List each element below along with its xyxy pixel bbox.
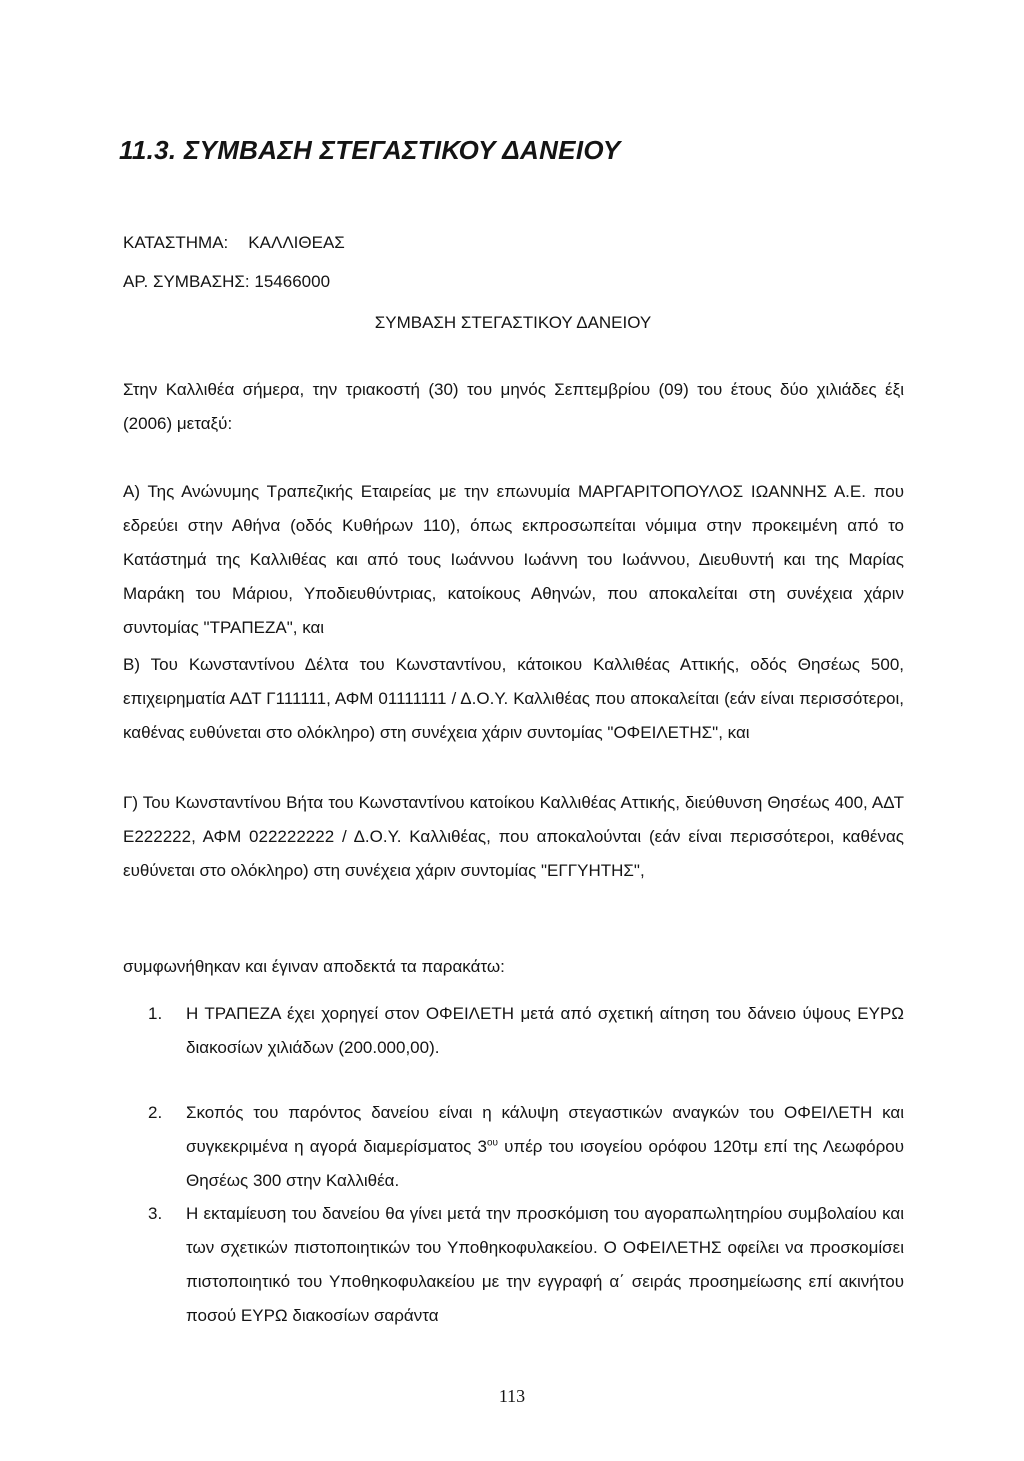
term-item-1 — [148, 997, 904, 1065]
contract-number-value: 15466000 — [254, 272, 331, 291]
contract-title: ΣΥΜΒΑΣΗ ΣΤΕΓΑΣΤΙΚΟΥ ΔΑΝΕΙΟΥ — [374, 313, 652, 332]
page-number: 113 — [498, 1386, 526, 1406]
term-item-2 — [148, 1096, 904, 1198]
term-text-part: Σκοπός του παρόντος δανείου είναι η κάλυψη στεγαστικών αναγκών του ΟΦΕΙΛΕΤΗ και συγκεκριμένα η αγορά διαμερίσματος 3 — [186, 1103, 904, 1156]
party-c-paragraph: Γ) Του Κωνσταντίνου Βήτα του Κωνσταντίνου κατοίκου Καλλιθέας Αττικής, διεύθυνση Θησέως 400, ΑΔΤ Ε222222, ΑΦΜ 022222222 / Δ.Ο.Υ. Καλλιθέας, που αποκαλούνται (εάν είναι περισσότεροι, καθένας ευθύνεται στο ολόκληρο) στη συνέχεια χάριν συντομίας "ΕΓΓΥΗΤΗΣ", — [123, 793, 904, 880]
term-number: 3. — [148, 1204, 163, 1223]
term-number: 2. — [148, 1103, 163, 1122]
term-text-part: υπέρ του ισογείου ορόφου 120τμ επί της Λεωφόρου Θησέως 300 στην Καλλιθέα. — [186, 1137, 904, 1190]
contract-number-label: ΑΡ. ΣΥΜΒΑΣΗΣ: — [123, 272, 250, 291]
agreement-line: συμφωνήθηκαν και έγιναν αποδεκτά τα παρακάτω: — [123, 957, 505, 976]
party-b-paragraph: Β) Του Κωνσταντίνου Δέλτα του Κωνσταντίνου, κάτοικου Καλλιθέας Αττικής, οδός Θησέως 500, επιχειρηματία ΑΔΤ Γ111111, ΑΦΜ 01111111 / Δ.Ο.Υ. Καλλιθέας που αποκαλείται (εάν είναι περισσότεροι, καθένας ευθύνεται στο ολόκληρο) στη συνέχεια χάριν συντομίας "ΟΦΕΙΛΕΤΗΣ", και — [123, 655, 904, 742]
intro-paragraph: Στην Καλλιθέα σήμερα, την τριακοστή (30) του μηνός Σεπτεμβρίου (09) του έτους δύο χιλιάδες έξι (2006) μεταξύ: — [123, 380, 904, 433]
term-item-3 — [148, 1197, 904, 1333]
party-a-paragraph: Α) Της Ανώνυμης Τραπεζικής Εταιρείας με την επωνυμία ΜΑΡΓΑΡΙΤΟΠΟΥΛΟΣ ΙΩΑΝΝΗΣ Α.Ε. που εδρεύει στην Αθήνα (οδός Κυθήρων 110), όπως εκπροσωπείται νόμιμα στην προκειμένη από το Κατάστημά της Καλλιθέας και από τους Ιωάννου Ιωάννη του Ιωάννου, Διευθυντή και της Μαρίας Μαράκη του Μάριου, Υποδιευθύντριας, κατοίκους Αθηνών, που αποκαλείται στη συνέχεια χάριν συντομίας "ΤΡΑΠΕΖΑ", και — [123, 482, 904, 637]
term-text: Η εκταμίευση του δανείου θα γίνει μετά την προσκόμιση του αγοραπωλητηρίου συμβολαίου και των σχετικών πιστοποιητικών του Υποθηκοφυλακείου. Ο ΟΦΕΙΛΕΤΗΣ οφείλει να προσκομίσει πιστοποιητικό του Υποθηκοφυλακείου με την εγγραφή α΄ σειράς προσημείωσης επί ακινήτου ποσού ΕΥΡΩ διακοσίων σαράντα — [186, 1204, 904, 1325]
term-number: 1. — [148, 1004, 163, 1023]
term-text: Η ΤΡΑΠΕΖΑ έχει χορηγεί στον ΟΦΕΙΛΕΤΗ μετά από σχετική αίτηση του δάνειο ύψους ΕΥΡΩ διακοσίων χιλιάδων (200.000,00). — [186, 1004, 904, 1057]
branch-line — [123, 233, 345, 253]
term-text — [186, 1096, 904, 1198]
section-heading: 11.3. ΣΥΜΒΑΣΗ ΣΤΕΓΑΣΤΙΚΟΥ ΔΑΝΕΙΟΥ — [119, 135, 621, 165]
contract-number-line — [123, 272, 330, 292]
ordinal-superscript: ου — [486, 1137, 499, 1149]
branch-value: ΚΑΛΛΙΘΕΑΣ — [248, 233, 345, 252]
branch-label: ΚΑΤΑΣΤΗΜΑ: — [123, 233, 229, 252]
